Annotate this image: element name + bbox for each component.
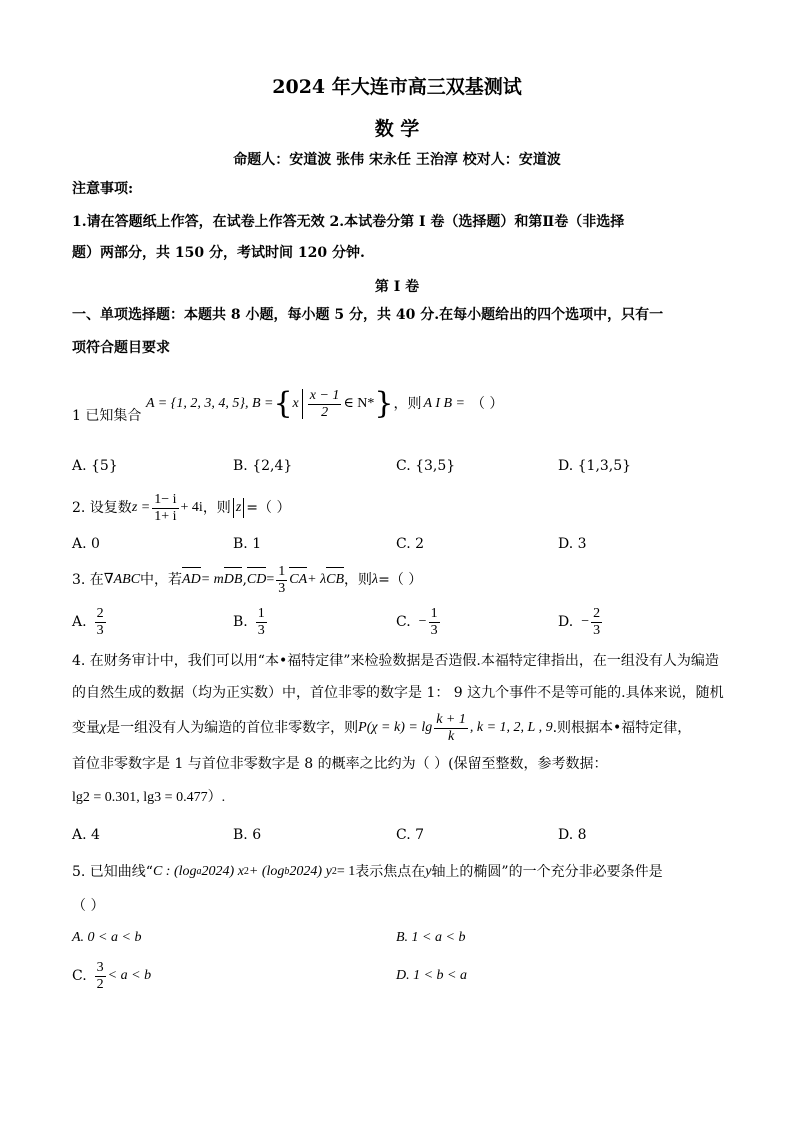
q5-option-a: A. 0 < a < b	[72, 930, 142, 945]
q4-chi: χ	[100, 720, 107, 735]
q3-frac-den: 3	[278, 580, 286, 596]
q3-option-b-den: 3	[257, 622, 265, 638]
q5-suffix2: 轴上的椭圆”的一个充分非必要条件是	[431, 864, 663, 880]
q1-brace-right: }	[374, 386, 394, 421]
q3-vector-cd: CD	[247, 570, 266, 590]
q3-mid: 中，若	[140, 572, 183, 588]
part-heading-line-1: 一、单项选择题：本题共 8 小题，每小题 5 分，共 40 分.在每小题给出的四个选项中，只有一	[72, 307, 664, 323]
q3-comma: ,	[242, 572, 247, 588]
q2-num: 1− i	[154, 491, 177, 507]
q2-rest: + 4i	[180, 500, 203, 515]
q5-option-b: B. 1 < a < b	[396, 930, 466, 945]
q5-mid2: + (log	[248, 864, 285, 879]
q1-suffix: ，则	[393, 396, 422, 412]
q4-line-2: 的自然生成的数据（均为正实数）中，首位非零的数字是 1： 9 这九个事件不是等可能的.具体来说，随机	[72, 685, 724, 701]
q1-option-c: C. {3,5}	[396, 458, 456, 474]
q1-setb-bar	[302, 389, 303, 419]
q3-option-c-sign: −	[418, 614, 427, 629]
q2-blank: （ ）	[258, 500, 291, 516]
q3-option-c	[396, 604, 442, 640]
q1-setb-in: ∈ N*	[343, 396, 375, 411]
q4-line-4: 首位非零数字是 1 与首位非零数字是 8 的概率之比约为（ ）(保留至整数，参考数据：	[72, 756, 608, 772]
q1-option-a: A. {5}	[72, 458, 118, 474]
q3-option-c-num: 1	[430, 605, 438, 621]
q2-den: 1+ i	[154, 508, 177, 524]
q3-option-b-fraction	[256, 606, 267, 639]
q3-option-b	[233, 604, 269, 640]
q3-plus: + λ	[307, 572, 327, 587]
q3-eq2: =	[266, 572, 275, 587]
q3-option-b-num: 1	[257, 605, 265, 621]
q2-option-b: B. 1	[233, 536, 262, 552]
q5-curve: C : (log	[152, 864, 197, 879]
q5-option-d: D. 1 < b < a	[396, 968, 468, 983]
q3-option-c-fraction	[429, 606, 440, 639]
q1-sets	[146, 388, 503, 420]
q3-lambda: λ	[372, 572, 379, 587]
q1-set-a: A = {1, 2, 3, 4, 5}, B =	[146, 396, 274, 411]
q3-option-a-fraction	[95, 606, 106, 639]
q5-sub-b: b	[284, 866, 290, 877]
part-heading-line-2: 项符合题目要求	[72, 340, 170, 356]
q3-option-d	[558, 604, 604, 640]
q1-option-b: B. {2,4}	[233, 458, 293, 474]
q2-fraction	[152, 492, 178, 525]
volume-heading: 第 I 卷	[374, 279, 420, 295]
q1-option-d: D. {1,3,5}	[558, 458, 632, 474]
q3-option-a-label: A.	[72, 614, 87, 630]
q2-eq: =	[246, 500, 258, 516]
q3-vector-cb: CB	[326, 570, 344, 590]
q4-frac-den: k	[447, 728, 455, 744]
q3-frac-num: 1	[278, 563, 286, 579]
q2-suffix: ，则	[202, 500, 231, 516]
q3-option-c-label: C.	[396, 614, 411, 630]
q3-triangle: ∇ABC	[103, 572, 141, 587]
q3-vector-ad: AD	[182, 570, 201, 590]
q3-option-a	[72, 604, 108, 640]
q4-option-b: B. 6	[233, 827, 262, 843]
q4-prob: P(χ = k) = lg	[358, 720, 433, 735]
q4-line3-pre: 变量	[72, 720, 100, 736]
q3-option-a-num: 2	[96, 605, 104, 621]
q3-suffix: ，则	[344, 572, 373, 588]
q4-line-1: 4. 在财务审计中，我们可以用“本•福特定律”来检验数据是否造假.本福特定律指出，在一组没有人为编造	[72, 653, 719, 669]
exam-title: 2024 年大连市高三双基测试	[272, 76, 522, 98]
question-5	[72, 860, 663, 884]
q2-option-d: D. 3	[558, 536, 587, 552]
q4-option-a: A. 4	[72, 827, 100, 843]
q2-option-a: A. 0	[72, 536, 100, 552]
q5-blank: （ ）	[72, 898, 105, 914]
q2-z: z =	[131, 500, 151, 515]
q4-line3-post: .则根据本•福特定律，	[552, 720, 692, 736]
q1-expr: A I B =	[423, 396, 465, 411]
q3-eq1: = m	[200, 572, 224, 587]
question-3	[72, 560, 422, 600]
q3-eq3: =（ ）	[378, 572, 423, 588]
q1-setb-den: 2	[321, 404, 329, 420]
authors-line: 命题人：安道波 张伟 宋永任 王治淳 校对人：安道波	[233, 152, 561, 168]
q4-line-5: lg2 = 0.301, lg3 = 0.477）.	[72, 790, 226, 805]
q3-option-a-den: 3	[96, 622, 104, 638]
q5-sq1: 2	[243, 866, 249, 877]
q5-mid3: 2024) y	[289, 864, 332, 879]
q1-setb-var: x	[292, 396, 299, 411]
notice-line-2: 题）两部分，共 150 分，考试时间 120 分钟.	[72, 245, 365, 261]
q1-prefix: 1 已知集合	[72, 408, 142, 424]
q4-fraction	[434, 712, 468, 745]
q3-option-d-sign: −	[581, 614, 590, 629]
q4-option-d: D. 8	[558, 827, 587, 843]
q3-option-d-num: 2	[593, 605, 601, 621]
q5-option-c-num: 3	[96, 959, 104, 975]
q5-option-c-fraction	[95, 960, 106, 993]
question-2	[72, 490, 290, 526]
q4-line-3	[72, 708, 691, 748]
q5-y: y	[425, 864, 432, 879]
q3-option-d-den: 3	[593, 622, 601, 638]
q1-setb-fraction	[308, 388, 342, 421]
q3-option-d-fraction	[591, 606, 602, 639]
q5-sq2: 2	[331, 866, 337, 877]
q1-brace-left: {	[273, 386, 293, 421]
q5-sub-a: a	[196, 866, 202, 877]
q5-mid4: = 1	[336, 864, 356, 879]
q1-setb-num: x − 1	[309, 387, 340, 403]
q4-frac-num: k + 1	[436, 711, 466, 727]
q4-line3-mid: 是一组没有人为编造的首位非零数字，则	[106, 720, 359, 736]
q5-suffix: 表示焦点在	[355, 864, 426, 880]
q4-k-range: , k = 1, 2, L , 9	[469, 720, 553, 735]
q3-fraction	[276, 564, 287, 597]
q4-option-c: C. 7	[396, 827, 425, 843]
q3-option-b-label: B.	[233, 614, 248, 630]
q1-blank: （ ）	[470, 396, 504, 412]
q3-vector-ca: CA	[289, 570, 307, 590]
q5-option-c	[72, 956, 151, 996]
q2-prefix: 2. 设复数	[72, 500, 132, 516]
q5-option-c-den: 2	[96, 976, 104, 992]
q5-prefix: 5. 已知曲线“	[72, 864, 153, 880]
notice-heading: 注意事项:	[72, 181, 134, 197]
q5-option-c-rest: < a < b	[107, 968, 152, 983]
subject-title: 数 学	[374, 118, 420, 140]
q3-option-c-den: 3	[430, 622, 438, 638]
q5-mid1: 2024) x	[201, 864, 244, 879]
q2-option-c: C. 2	[396, 536, 425, 552]
q2-absz: z	[233, 498, 244, 518]
q3-prefix: 3. 在	[72, 572, 104, 588]
notice-line-1: 1.请在答题纸上作答，在试卷上作答无效 2.本试卷分第 I 卷（选择题）和第Ⅱ卷（非选择	[72, 214, 625, 230]
q3-option-d-label: D.	[558, 614, 574, 630]
q3-vector-db: DB	[224, 570, 243, 590]
q5-option-c-label: C.	[72, 968, 87, 984]
